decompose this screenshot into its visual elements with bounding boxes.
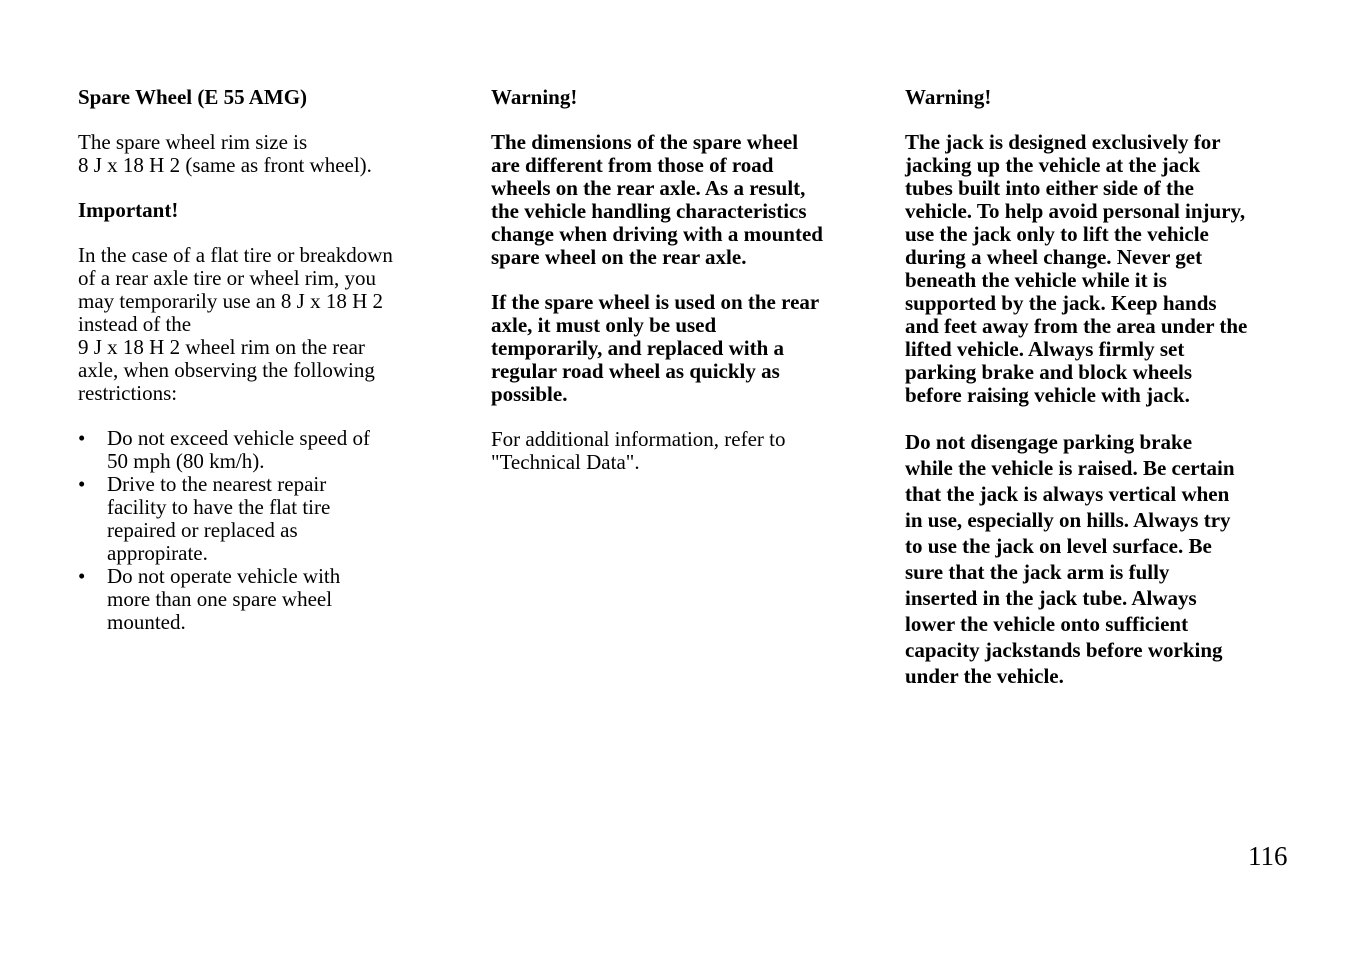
text-line: restrictions: xyxy=(78,381,178,405)
text-line: instead of the xyxy=(78,312,192,336)
text-line: of a rear axle tire or wheel rim, you xyxy=(78,266,376,290)
text-line: lifted vehicle. Always firmly set xyxy=(905,337,1185,361)
text-line: sure that the jack arm is fully xyxy=(905,560,1170,584)
text-line: "Technical Data". xyxy=(491,450,640,474)
text-line: inserted in the jack tube. Always xyxy=(905,586,1197,610)
text-line: spare wheel on the rear axle. xyxy=(491,245,747,269)
text-line: under the vehicle. xyxy=(905,664,1064,688)
text-line: The dimensions of the spare wheel xyxy=(491,130,799,154)
text-line: may temporarily use an 8 J x 18 H 2 xyxy=(78,289,384,313)
restrictions-list xyxy=(78,427,428,634)
bullet-icon: • xyxy=(78,564,86,588)
text-line: in use, especially on hills. Always try xyxy=(905,508,1231,532)
list-item xyxy=(78,565,428,634)
text-line: during a wheel change. Never get xyxy=(905,245,1203,269)
text-line: change when driving with a mounted xyxy=(491,222,823,246)
text-line: Do not exceed vehicle speed of xyxy=(107,426,370,450)
text-line: capacity jackstands before working xyxy=(905,638,1223,662)
text-line: The spare wheel rim size is xyxy=(78,130,308,154)
text-line: 8 J x 18 H 2 (same as front wheel). xyxy=(78,153,372,177)
text-line: Do not disengage parking brake xyxy=(905,430,1193,454)
warning-paragraph xyxy=(905,131,1295,407)
text-line: Drive to the nearest repair xyxy=(107,472,327,496)
text-line: to use the jack on level surface. Be xyxy=(905,534,1212,558)
text-line: axle, when observing the following xyxy=(78,358,375,382)
intro-paragraph xyxy=(78,131,428,177)
section-heading: Spare Wheel (E 55 AMG) xyxy=(78,85,308,109)
reference-paragraph xyxy=(491,428,861,474)
warning-paragraph xyxy=(905,429,1295,689)
text-line: appropirate. xyxy=(107,541,208,565)
text-line: In the case of a flat tire or breakdown xyxy=(78,243,393,267)
text-line: axle, it must only be used xyxy=(491,313,717,337)
text-line: the vehicle handling characteristics xyxy=(491,199,807,223)
text-line: supported by the jack. Keep hands xyxy=(905,291,1217,315)
text-line: 9 J x 18 H 2 wheel rim on the rear xyxy=(78,335,365,359)
text-line: possible. xyxy=(491,382,568,406)
column-spare-wheel-warning xyxy=(491,86,861,496)
text-line: use the jack only to lift the vehicle xyxy=(905,222,1209,246)
text-line: lower the vehicle onto sufficient xyxy=(905,612,1189,636)
column-spare-wheel xyxy=(78,86,428,634)
bullet-icon: • xyxy=(78,426,86,450)
text-line: mounted. xyxy=(107,610,186,634)
warning-heading: Warning! xyxy=(905,85,992,109)
text-line: that the jack is always vertical when xyxy=(905,482,1230,506)
list-item xyxy=(78,473,428,565)
text-line: facility to have the flat tire xyxy=(107,495,331,519)
text-line: while the vehicle is raised. Be certain xyxy=(905,456,1235,480)
text-line: 50 mph (80 km/h). xyxy=(107,449,265,473)
text-line: more than one spare wheel xyxy=(107,587,333,611)
text-line: before raising vehicle with jack. xyxy=(905,383,1190,407)
text-line: Do not operate vehicle with xyxy=(107,564,341,588)
important-heading: Important! xyxy=(78,198,179,222)
text-line: For additional information, refer to xyxy=(491,427,786,451)
restrictions-paragraph xyxy=(78,244,428,405)
text-line: jacking up the vehicle at the jack xyxy=(905,153,1201,177)
bullet-icon: • xyxy=(78,472,86,496)
warning-heading: Warning! xyxy=(491,85,578,109)
text-line: If the spare wheel is used on the rear xyxy=(491,290,820,314)
text-line: parking brake and block wheels xyxy=(905,360,1193,384)
text-line: wheels on the rear axle. As a result, xyxy=(491,176,806,200)
text-line: vehicle. To help avoid personal injury, xyxy=(905,199,1246,223)
text-line: regular road wheel as quickly as xyxy=(491,359,780,383)
text-line: tubes built into either side of the xyxy=(905,176,1194,200)
text-line: The jack is designed exclusively for xyxy=(905,130,1221,154)
column-jack-warning xyxy=(905,86,1295,711)
text-line: and feet away from the area under the xyxy=(905,314,1248,338)
warning-paragraph xyxy=(491,131,861,269)
warning-paragraph xyxy=(491,291,861,406)
page-number: 116 xyxy=(1248,841,1288,871)
text-line: repaired or replaced as xyxy=(107,518,298,542)
list-item xyxy=(78,427,428,473)
text-line: are different from those of road xyxy=(491,153,774,177)
text-line: temporarily, and replaced with a xyxy=(491,336,785,360)
text-line: beneath the vehicle while it is xyxy=(905,268,1167,292)
